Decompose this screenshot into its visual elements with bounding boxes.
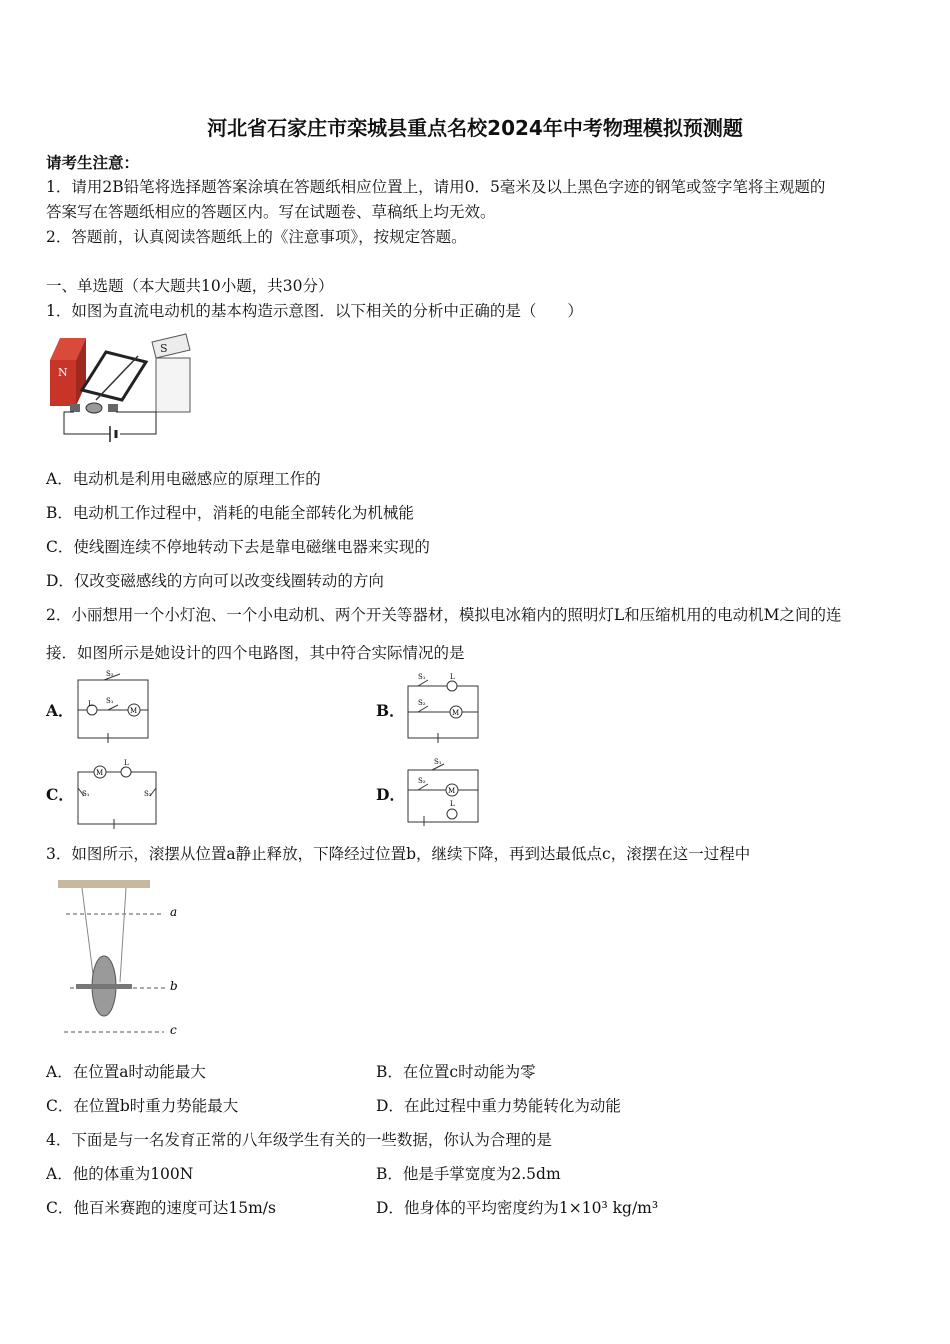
circuit-d-lamp: [447, 809, 457, 819]
circuit-a-s1-switch: [108, 705, 118, 710]
circuit-b-s1-label: S₁: [418, 673, 426, 681]
circuit-c: [74, 756, 160, 830]
circuit-d-m-label: M: [448, 787, 456, 795]
q3-option-c: C．在位置b时重力势能最大: [46, 1097, 239, 1115]
circuit-d: [404, 756, 484, 830]
q2-option-b: B．: [376, 701, 405, 720]
circuit-a-l-label: L: [88, 700, 93, 708]
q4-option-d: D．他身体的平均密度约为1×10³ kg/m³: [376, 1199, 659, 1217]
circuit-c-lamp: [121, 767, 131, 777]
circuit-b-m-label: M: [452, 709, 460, 717]
q1-option-b: B．电动机工作过程中，消耗的电能全部转化为机械能: [46, 504, 414, 522]
circuit-c-s1-label: S₁: [82, 790, 90, 798]
circuit-d-l-label: L: [450, 800, 455, 808]
string-left: [82, 888, 94, 982]
magnet-n-label: N: [58, 366, 68, 379]
pendulum-axle: [76, 984, 132, 989]
circuit-c-loop: [78, 772, 156, 824]
circuit-c-l-label: L: [124, 759, 129, 767]
q3-stem: 3．如图所示，滚摆从位置a静止释放，下降经过位置b，继续下降，再到达最低点c，滚摆在这一过程中: [46, 845, 751, 863]
magnet-s-label: S: [160, 342, 168, 355]
circuit-d-s1-label: S₁: [434, 758, 442, 766]
field-line: [96, 356, 138, 400]
q4-option-c: C．他百米赛跑的速度可达15m/s: [46, 1199, 276, 1217]
level-b-label: b: [170, 979, 178, 993]
brush-right: [108, 404, 118, 412]
page-title: 河北省石家庄市栾城县重点名校2024年中考物理模拟预测题: [207, 116, 743, 140]
q2-option-c: C．: [46, 785, 74, 804]
q2-option-d: D．: [376, 785, 405, 804]
circuit-b-s2-label: S₂: [418, 699, 426, 707]
q1-stem: 1．如图为直流电动机的基本构造示意图．以下相关的分析中正确的是（ ）: [46, 302, 583, 320]
string-right: [120, 888, 126, 982]
wire-left: [64, 412, 110, 434]
q1-option-d: D．仅改变磁感线的方向可以改变线圈转动的方向: [46, 572, 384, 590]
notice-heading: 请考生注意：: [46, 153, 140, 172]
brush-left: [70, 404, 80, 412]
q2-option-a: A．: [46, 701, 74, 720]
level-c-label: c: [170, 1023, 177, 1037]
circuit-a-s2-label: S₂: [106, 670, 114, 678]
notice-line-2: 2．答题前，认真阅读答题纸上的《注意事项》，按规定答题。: [46, 228, 467, 246]
notice-line-1: 1．请用2B铅笔将选择题答案涂填在答题纸相应位置上，请用0．5毫米及以上黑色字迹的钢笔或签字笔将主观题的: [46, 178, 826, 196]
q4-option-a: A．他的体重为100N: [46, 1165, 194, 1183]
magnet-s-top: [152, 334, 190, 358]
circuit-a: [74, 670, 154, 744]
commutator: [86, 403, 102, 413]
circuit-d-s2-label: S₂: [418, 777, 426, 785]
wire-right: [116, 412, 156, 434]
magnet-s-body: [156, 358, 190, 412]
pendulum-diagram: [56, 876, 186, 1042]
notice-line-1b: 答案写在答题纸相应的答题区内。写在试题卷、草稿纸上均无效。: [46, 203, 496, 221]
q3-option-d: D．在此过程中重力势能转化为动能: [376, 1097, 621, 1115]
level-a-label: a: [170, 905, 178, 919]
q4-option-b: B．他是手掌宽度为2.5dm: [376, 1165, 561, 1183]
q4-stem: 4．下面是与一名发育正常的八年级学生有关的一些数据，你认为合理的是: [46, 1131, 552, 1149]
q1-option-a: A．电动机是利用电磁感应的原理工作的: [46, 470, 321, 488]
q1-option-c: C．使线圈连续不停地转动下去是靠电磁继电器来实现的: [46, 538, 430, 556]
coil: [82, 352, 146, 400]
section-heading: 一、单选题（本大题共10小题，共30分）: [46, 277, 334, 295]
circuit-b: [404, 670, 484, 744]
support-bar: [58, 880, 150, 888]
q3-option-a: A．在位置a时动能最大: [46, 1063, 206, 1081]
q3-option-b: B．在位置c时动能为零: [376, 1063, 536, 1081]
circuit-b-lamp: [447, 681, 457, 691]
circuit-a-m-label: M: [130, 707, 138, 715]
circuit-c-m-label: M: [96, 769, 104, 777]
circuit-c-s2-label: S₂: [144, 790, 152, 798]
circuit-a-s1-label: S₁: [106, 697, 114, 705]
q2-stem-1: 2．小丽想用一个小灯泡、一个小电动机、两个开关等器材，模拟电冰箱内的照明灯L和压缩机用的电动机M之间的连: [46, 606, 842, 624]
q2-stem-2: 接．如图所示是她设计的四个电路图，其中符合实际情况的是: [46, 644, 465, 662]
motor-diagram: [46, 330, 192, 448]
circuit-b-l-label: L: [450, 673, 455, 681]
